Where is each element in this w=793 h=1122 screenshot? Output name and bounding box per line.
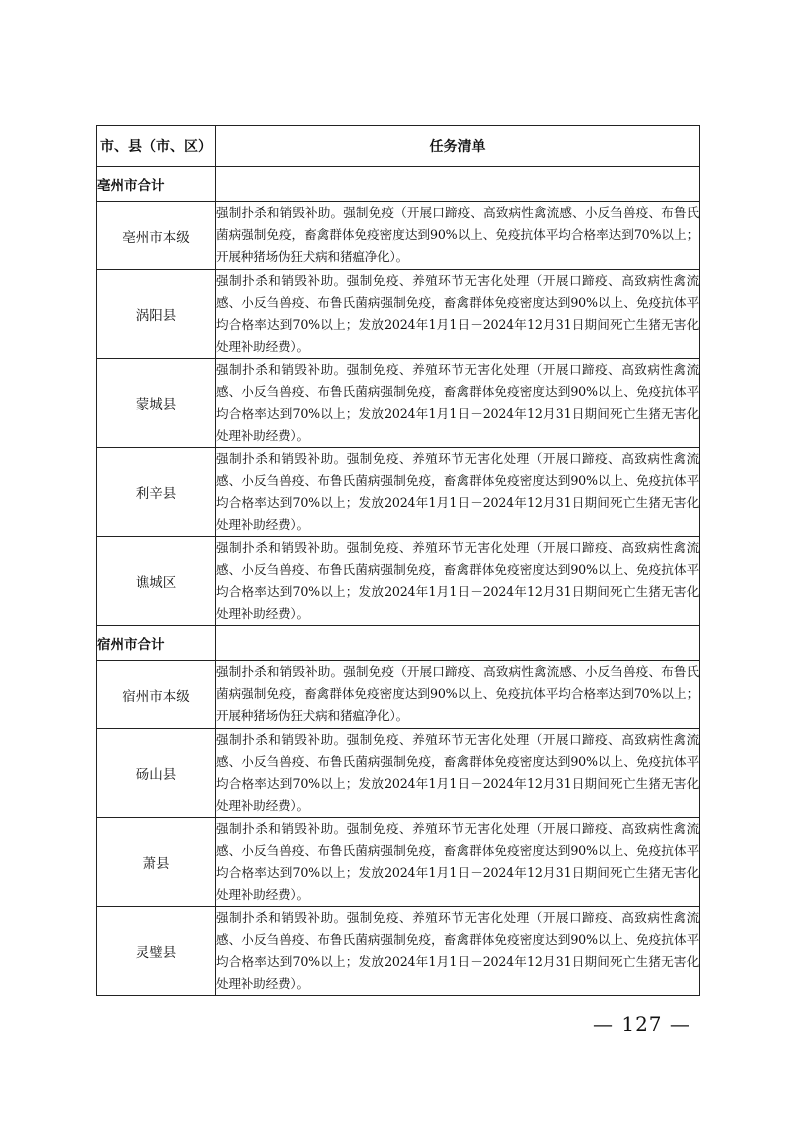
group-row bbox=[97, 626, 700, 661]
task-cell: 强制扑杀和销毁补助。强制免疫（开展口蹄疫、高致病性禽流感、小反刍兽疫、布鲁氏菌病强制免疫，畜禽群体免疫密度达到90%以上、免疫抗体平均合格率达到70%以上；开展种猪场伪狂犬病和猪瘟净化）。 bbox=[216, 661, 700, 729]
table-row bbox=[97, 818, 700, 907]
region-cell: 涡阳县 bbox=[97, 270, 216, 359]
task-cell: 强制扑杀和销毁补助。强制免疫、养殖环节无害化处理（开展口蹄疫、高致病性禽流感、小反刍兽疫、布鲁氏菌病强制免疫，畜禽群体免疫密度达到90%以上、免疫抗体平均合格率达到70%以上；发放2024年1月1日－2024年12月31日期间死亡生猪无害化处理补助经费）。 bbox=[216, 448, 700, 537]
task-cell: 强制扑杀和销毁补助。强制免疫、养殖环节无害化处理（开展口蹄疫、高致病性禽流感、小反刍兽疫、布鲁氏菌病强制免疫，畜禽群体免疫密度达到90%以上、免疫抗体平均合格率达到70%以上；发放2024年1月1日－2024年12月31日期间死亡生猪无害化处理补助经费）。 bbox=[216, 359, 700, 448]
table-row bbox=[97, 729, 700, 818]
group-empty-cell bbox=[216, 167, 700, 202]
table-row bbox=[97, 907, 700, 996]
task-cell: 强制扑杀和销毁补助。强制免疫（开展口蹄疫、高致病性禽流感、小反刍兽疫、布鲁氏菌病强制免疫，畜禽群体免疫密度达到90%以上、免疫抗体平均合格率达到70%以上；开展种猪场伪狂犬病和猪瘟净化）。 bbox=[216, 202, 700, 270]
region-cell: 萧县 bbox=[97, 818, 216, 907]
group-empty-cell bbox=[216, 626, 700, 661]
task-cell: 强制扑杀和销毁补助。强制免疫、养殖环节无害化处理（开展口蹄疫、高致病性禽流感、小反刍兽疫、布鲁氏菌病强制免疫，畜禽群体免疫密度达到90%以上、免疫抗体平均合格率达到70%以上；发放2024年1月1日－2024年12月31日期间死亡生猪无害化处理补助经费）。 bbox=[216, 729, 700, 818]
header-region: 市、县（市、区） bbox=[97, 126, 216, 167]
region-cell: 灵璧县 bbox=[97, 907, 216, 996]
table-row bbox=[97, 270, 700, 359]
header-tasks: 任务清单 bbox=[216, 126, 700, 167]
region-cell: 宿州市本级 bbox=[97, 661, 216, 729]
group-name: 亳州市合计 bbox=[97, 167, 216, 202]
region-cell: 砀山县 bbox=[97, 729, 216, 818]
table-row bbox=[97, 537, 700, 626]
task-cell: 强制扑杀和销毁补助。强制免疫、养殖环节无害化处理（开展口蹄疫、高致病性禽流感、小反刍兽疫、布鲁氏菌病强制免疫，畜禽群体免疫密度达到90%以上、免疫抗体平均合格率达到70%以上；发放2024年1月1日－2024年12月31日期间死亡生猪无害化处理补助经费）。 bbox=[216, 907, 700, 996]
task-cell: 强制扑杀和销毁补助。强制免疫、养殖环节无害化处理（开展口蹄疫、高致病性禽流感、小反刍兽疫、布鲁氏菌病强制免疫，畜禽群体免疫密度达到90%以上、免疫抗体平均合格率达到70%以上；发放2024年1月1日－2024年12月31日期间死亡生猪无害化处理补助经费）。 bbox=[216, 537, 700, 626]
table-row bbox=[97, 202, 700, 270]
region-cell: 利辛县 bbox=[97, 448, 216, 537]
group-name: 宿州市合计 bbox=[97, 626, 216, 661]
region-cell: 蒙城县 bbox=[97, 359, 216, 448]
group-row bbox=[97, 167, 700, 202]
table-row bbox=[97, 359, 700, 448]
page-number: — 127 — bbox=[593, 1012, 691, 1036]
region-cell: 亳州市本级 bbox=[97, 202, 216, 270]
task-cell: 强制扑杀和销毁补助。强制免疫、养殖环节无害化处理（开展口蹄疫、高致病性禽流感、小反刍兽疫、布鲁氏菌病强制免疫，畜禽群体免疫密度达到90%以上、免疫抗体平均合格率达到70%以上；发放2024年1月1日－2024年12月31日期间死亡生猪无害化处理补助经费）。 bbox=[216, 818, 700, 907]
table-row bbox=[97, 661, 700, 729]
task-cell: 强制扑杀和销毁补助。强制免疫、养殖环节无害化处理（开展口蹄疫、高致病性禽流感、小反刍兽疫、布鲁氏菌病强制免疫，畜禽群体免疫密度达到90%以上、免疫抗体平均合格率达到70%以上；发放2024年1月1日－2024年12月31日期间死亡生猪无害化处理补助经费）。 bbox=[216, 270, 700, 359]
task-table bbox=[96, 125, 700, 996]
table-row bbox=[97, 448, 700, 537]
region-cell: 谯城区 bbox=[97, 537, 216, 626]
table-header-row bbox=[97, 126, 700, 167]
